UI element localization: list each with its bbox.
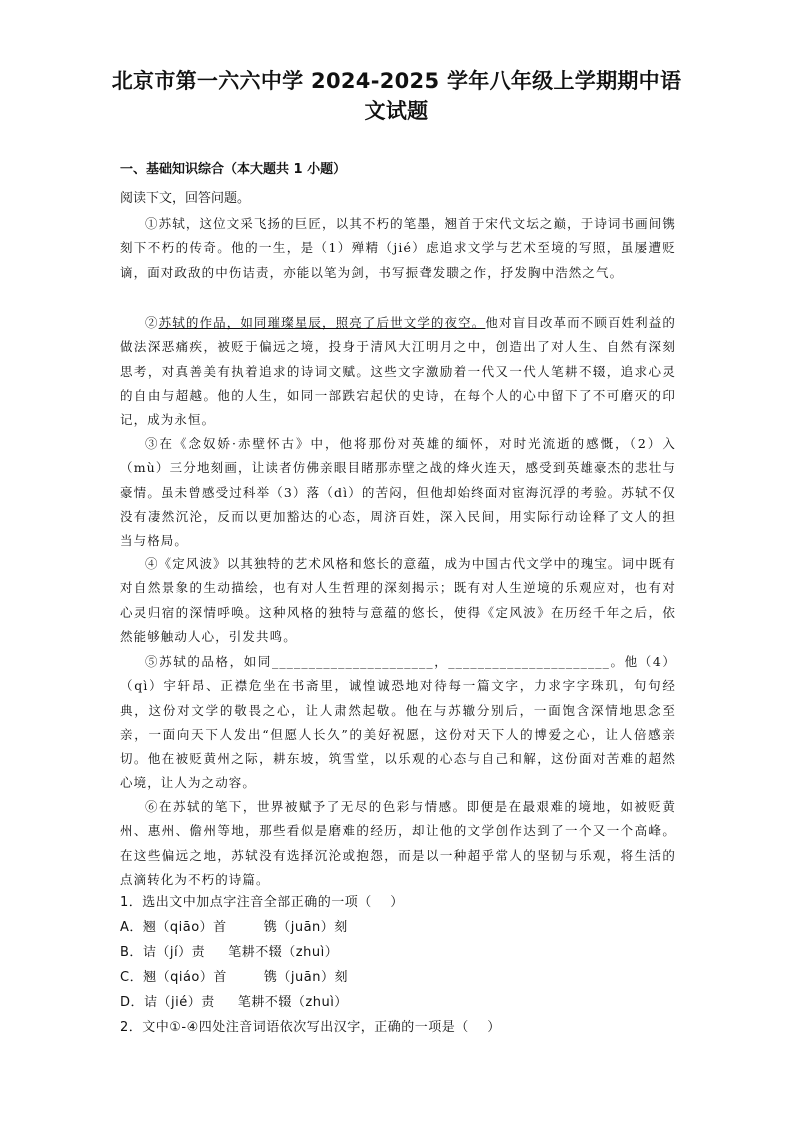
section-heading: 一、基础知识综合（本大题共 1 小题） bbox=[120, 162, 347, 177]
document-title bbox=[110, 66, 683, 126]
question-2-stem: 2．文中①-④四处注音词语依次写出汉字，正确的一项是（ ） bbox=[120, 1020, 501, 1035]
paragraph-6: ⑥在苏轼的笔下，世界被赋予了无尽的色彩与情感。即便是在最艰难的境地，如被贬黄州、惠州、儋州等地，那些看似是磨难的经历，却让他的文学创作达到了一个又一个高峰。在这些偏远之地，苏轼没有选择沉沦或抱怨，而是以一种超乎常人的坚韧与乐观，将生活的点滴转化为不朽的诗篇。 bbox=[120, 799, 676, 887]
question-1-stem: 1．选出文中加点字注音全部正确的一项（ ） bbox=[120, 895, 404, 910]
paragraph-2 bbox=[120, 311, 676, 432]
paragraph-5: ⑤苏轼的品格，如同______________________，______________________。他（4）（qì）宇轩昂、正襟危坐在书斋里，诚惶诚恐地对待每一篇文字，力求字字珠玑，句句经典，这份对文学的敬畏之心，让人肃然起敬。他在与苏辙分别后，一面饱含深情地思念至亲，一面向天下人发出“但愿人长久”的美好祝愿，这份对天下人的博爱之心，让人倍感亲切。他在被贬黄州之际，耕东坡，筑雪堂，以乐观的心态与自己和解，这份面对苦难的超然心境，让人为之动容。 bbox=[120, 654, 676, 791]
paragraph-3: ③在《念奴娇·赤壁怀古》中，他将那份对英雄的缅怀，对时光流逝的感慨，（2）入（mù）三分地刻画，让读者仿佛亲眼目睹那赤壁之战的烽火连天，感受到英雄豪杰的悲壮与豪情。虽未曾感受过科举（3）落（dì）的苦闷，但他却始终面对宦海沉浮的考验。苏轼不仅没有凄然沉沦，反而以更加豁达的心态，周济百姓，深入民间，用实际行动诠释了文人的担当与格局。 bbox=[120, 436, 676, 549]
question-1-option-b: B．诘（jí）责 笔耕不辍（zhuì） bbox=[120, 945, 339, 960]
question-1-option-a: A．翘（qiāo）首 镌（juān）刻 bbox=[120, 920, 348, 935]
paragraph-2-body: 他对盲目改革而不顾百姓利益的做法深恶痛疾，被贬于偏远之境，投身于清风大江明月之中，创造出了对人生、自然有深刻思考，对真善美有执着追求的诗词文赋。这些文字激励着一代又一代人笔耕不辍，追求心灵的自由与超越。他的人生，如同一部跌宕起伏的史诗，在每个人的心中留下了不可磨灭的印记，成为永恒。 bbox=[120, 315, 677, 428]
title-line-1: 北京市第一六六中学 2024-2025 学年八年级上学期期中语 bbox=[111, 69, 682, 93]
question-1-option-c: C．翘（qiáo）首 镌（juān）刻 bbox=[120, 970, 348, 985]
reading-instruction: 阅读下文，回答问题。 bbox=[120, 191, 251, 206]
question-1-option-d: D．诘（jié）责 笔耕不辍（zhuì） bbox=[120, 995, 348, 1010]
paragraph-1: ①苏轼，这位文采飞扬的巨匠，以其不朽的笔墨，翘首于宋代文坛之巅，于诗词书画间镌刻下不朽的传奇。他的一生，是（1）殚精（jié）虑追求文学与艺术至境的写照，虽屡遭贬谪，面对政敌的中伤诘责，亦能以笔为剑，书写振聋发聩之作，抒发胸中浩然之气。 bbox=[120, 216, 676, 280]
paragraph-2-number: ② bbox=[145, 315, 159, 330]
title-line-2: 文试题 bbox=[364, 99, 429, 123]
paragraph-4: ④《定风波》以其独特的艺术风格和悠长的意蕴，成为中国古代文学中的瑰宝。词中既有对自然景象的生动描绘，也有对人生哲理的深刻揭示；既有对人生逆境的乐观应对，也有对心灵归宿的深情呼唤。这种风格的独特与意蕴的悠长，使得《定风波》在历经千年之后，依然能够触动人心，引发共鸣。 bbox=[120, 556, 676, 644]
underlined-sentence: 苏轼的作品，如同璀璨星辰，照亮了后世文学的夜空。 bbox=[158, 315, 486, 330]
